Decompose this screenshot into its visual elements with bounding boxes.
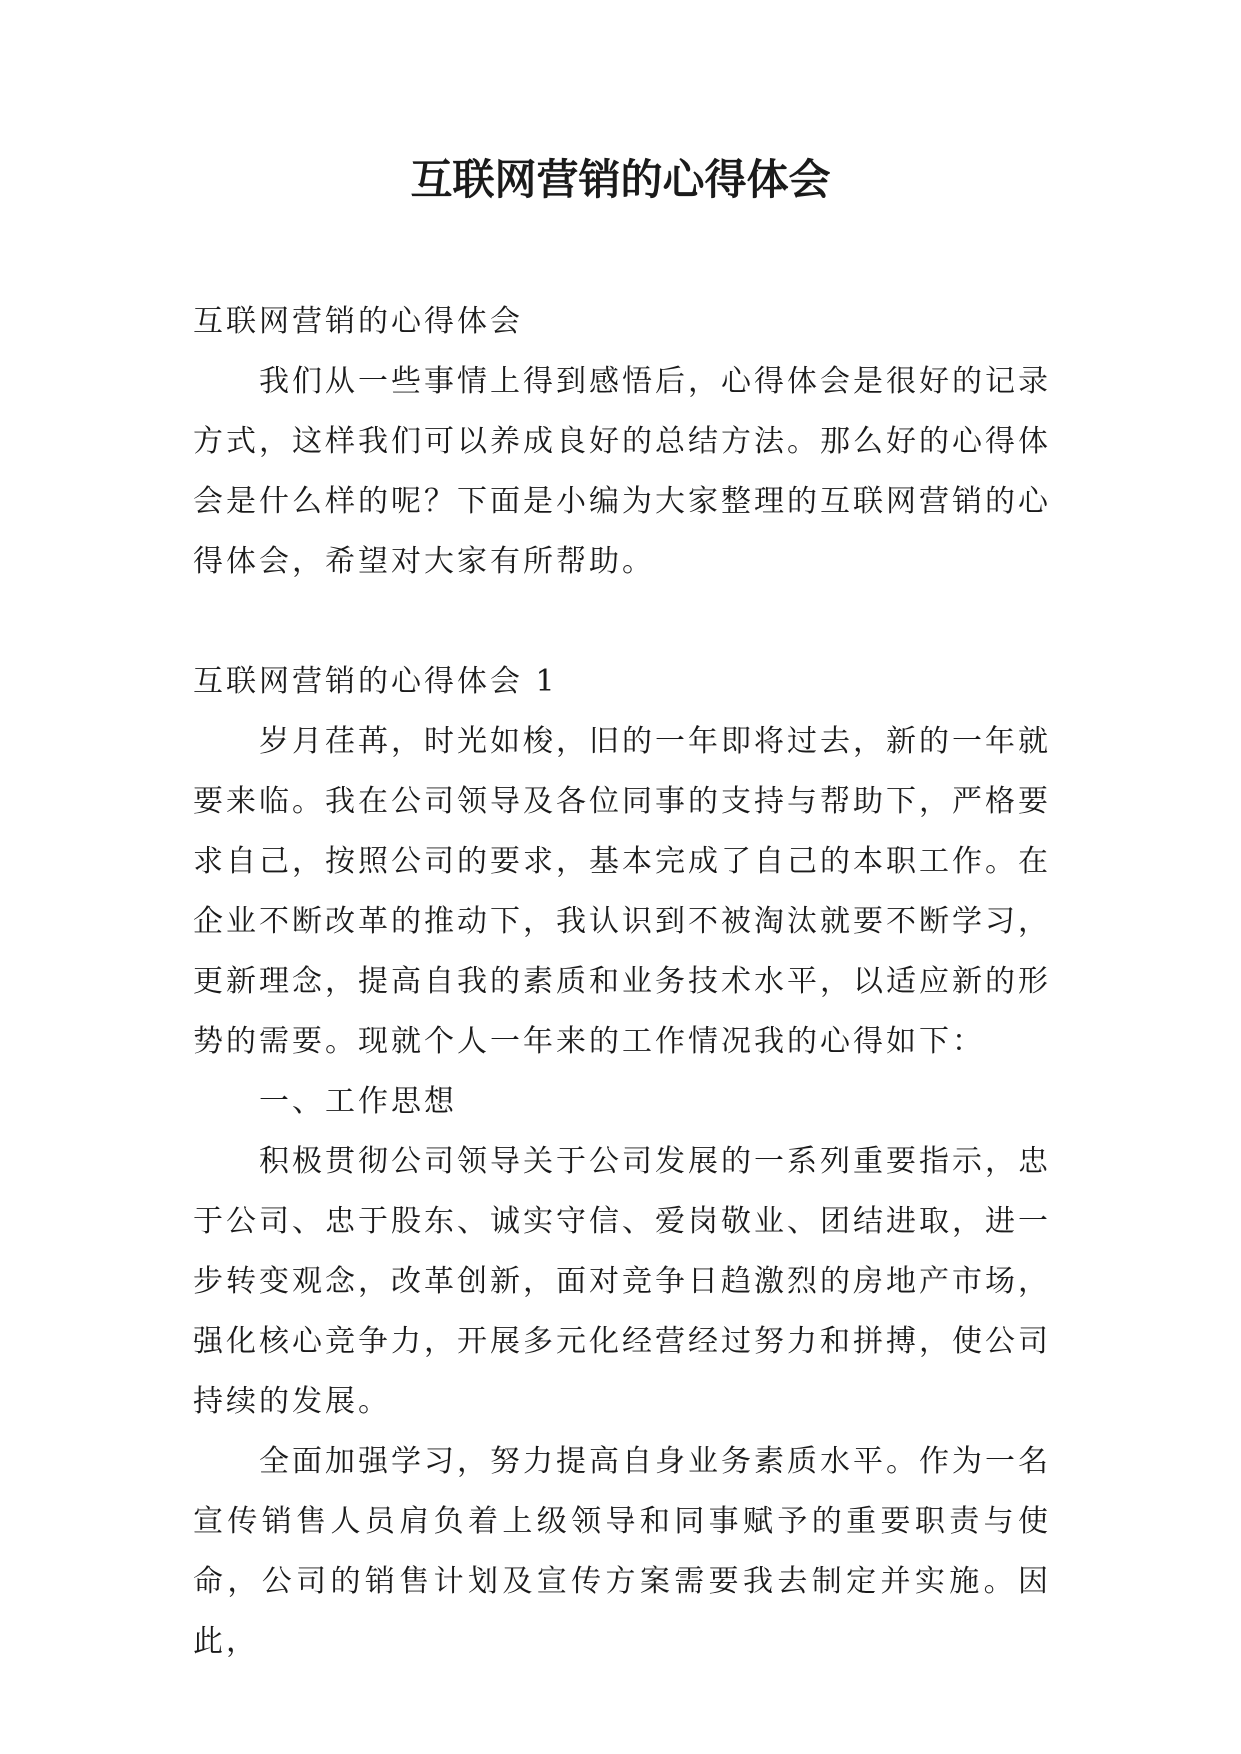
paragraph: 我们从一些事情上得到感悟后，心得体会是很好的记录方式，这样我们可以养成良好的总结方法。那么好的心得体会是什么样的呢？下面是小编为大家整理的互联网营销的心得体会，希望对大家有所帮助。 xyxy=(193,364,1051,579)
document-title: 互联网营销的心得体会 xyxy=(410,155,831,204)
section-heading: 互联网营销的心得体会 xyxy=(193,304,523,339)
paragraph: 全面加强学习，努力提高自身业务素质水平。作为一名宣传销售人员肩负着上级领导和同事赋予的重要职责与使命，公司的销售计划及宣传方案需要我去制定并实施。因此， xyxy=(193,1444,1051,1659)
paragraph: 岁月荏苒，时光如梭，旧的一年即将过去，新的一年就要来临。我在公司领导及各位同事的支持与帮助下，严格要求自己，按照公司的要求，基本完成了自己的本职工作。在企业不断改革的推动下，我认识到不被淘汰就要不断学习，更新理念，提高自我的素质和业务技术水平，以适应新的形势的需要。现就个人一年来的工作情况我的心得如下： xyxy=(193,724,1051,1059)
section-heading: 互联网营销的心得体会 1 xyxy=(193,664,558,699)
paragraph: 积极贯彻公司领导关于公司发展的一系列重要指示，忠于公司、忠于股东、诚实守信、爱岗敬业、团结进取，进一步转变观念，改革创新，面对竞争日趋激烈的房地产市场，强化核心竞争力，开展多元化经营经过努力和拼搏，使公司持续的发展。 xyxy=(193,1144,1051,1419)
subheading: 一、工作思想 xyxy=(259,1084,457,1119)
document-body xyxy=(193,292,1051,1672)
